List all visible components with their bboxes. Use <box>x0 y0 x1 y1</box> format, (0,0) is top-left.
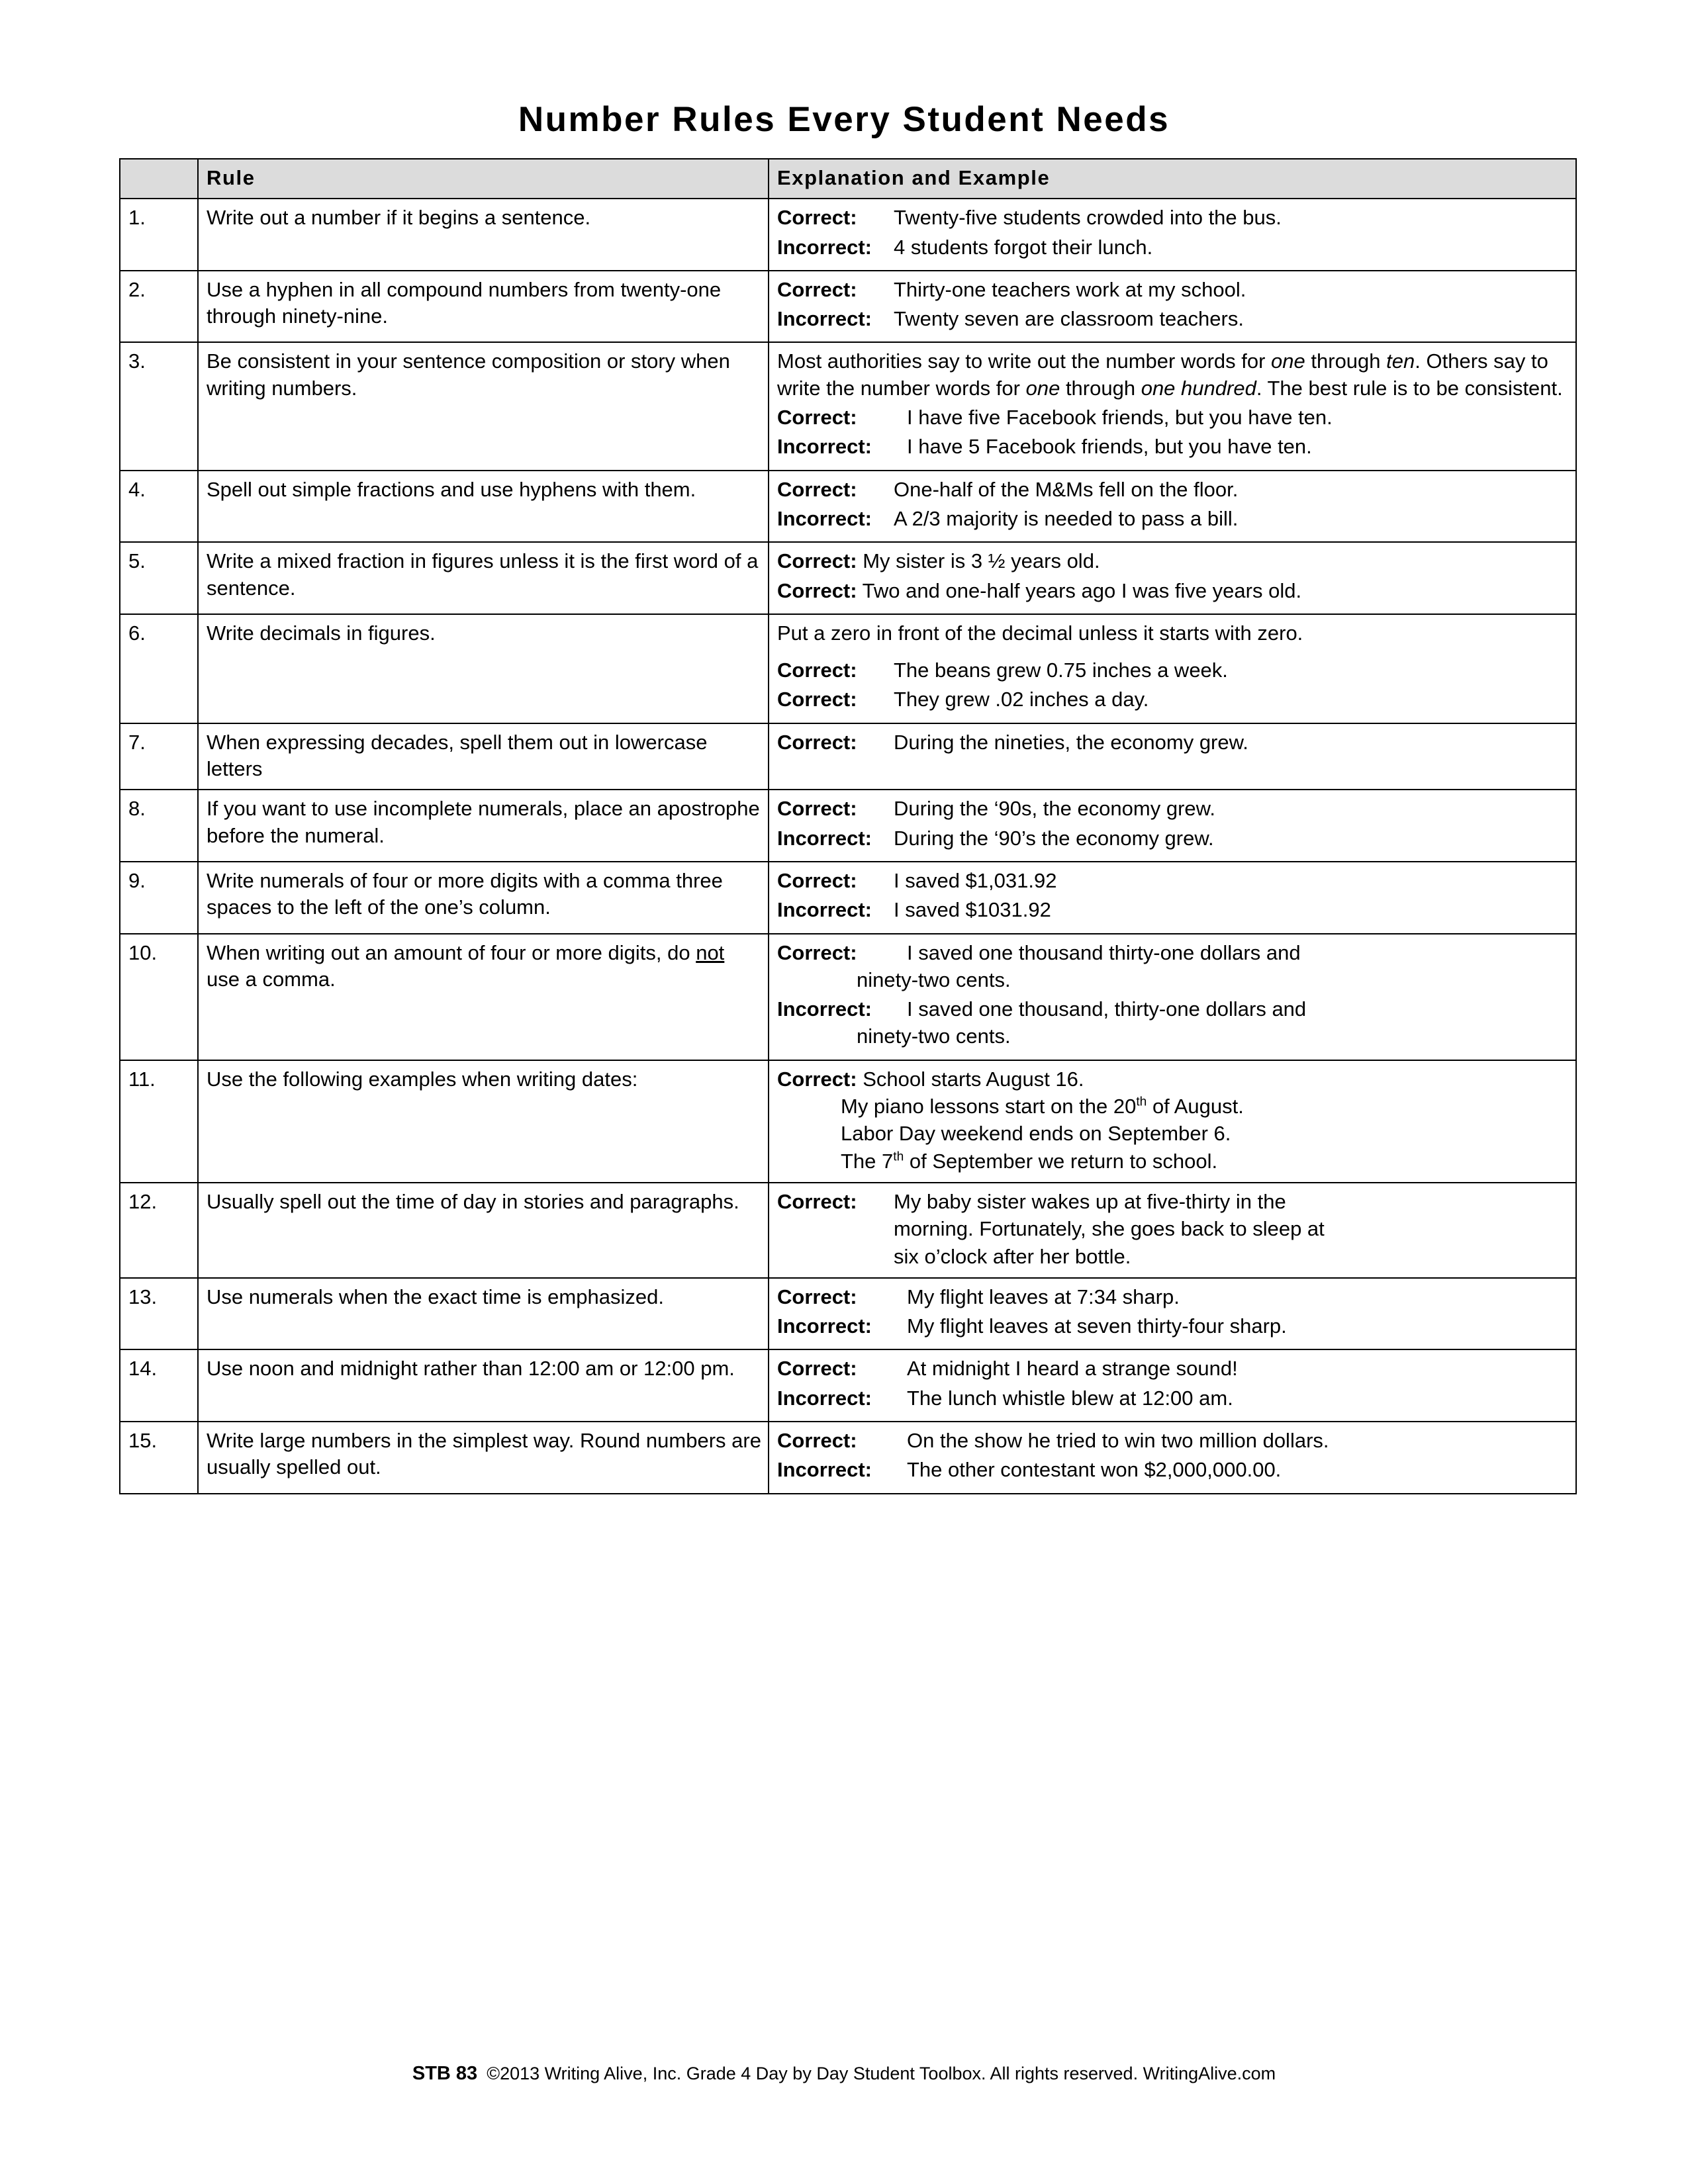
example-text: I saved $1,031.92 <box>894 868 1057 892</box>
incorrect-label: Incorrect: <box>777 235 872 259</box>
example-line <box>777 1189 1569 1215</box>
example-line <box>777 825 1569 852</box>
table-row <box>120 1060 1576 1183</box>
example-text: One-half of the M&Ms fell on the floor. <box>894 477 1239 501</box>
example-text: My flight leaves at seven thirty-four sharp. <box>907 1314 1287 1338</box>
table-row <box>120 790 1576 862</box>
example-line-continued <box>777 1093 1569 1120</box>
footer-copyright: ©2013 Writing Alive, Inc. Grade 4 Day by Day Student Toolbox. All rights reserved. WritingAlive.com <box>487 2064 1276 2083</box>
explanation-cell <box>769 1422 1576 1494</box>
rule-text: When expressing decades, spell them out in lowercase letters <box>198 723 769 790</box>
example-text: A 2/3 majority is needed to pass a bill. <box>894 506 1239 530</box>
example-line-continued: six o’clock after her bottle. <box>894 1244 1131 1268</box>
correct-label: Correct: <box>777 1189 857 1213</box>
explanation-cell <box>769 1278 1576 1350</box>
correct-label: Correct: <box>777 1357 857 1381</box>
rule-text: Use a hyphen in all compound numbers from twenty-one through ninety-nine. <box>198 271 769 343</box>
row-number: 3. <box>120 342 198 470</box>
example-text: of August. <box>1147 1095 1244 1118</box>
example-line <box>777 477 1569 503</box>
example-text: I have 5 Facebook friends, but you have ten. <box>907 435 1312 459</box>
explanation-cell <box>769 934 1576 1060</box>
explanation-cell <box>769 271 1576 343</box>
incorrect-label: Incorrect: <box>777 1314 872 1338</box>
table-row <box>120 1422 1576 1494</box>
row-number: 4. <box>120 471 198 543</box>
example-line <box>777 897 1569 923</box>
explanation-cell <box>769 790 1576 862</box>
example-text: Two and one-half years ago I was five years old. <box>862 578 1302 602</box>
example-text: At midnight I heard a strange sound! <box>907 1357 1238 1381</box>
explanation-cell <box>769 542 1576 614</box>
incorrect-label: Incorrect: <box>777 1386 872 1410</box>
example-text: During the ‘90s, the economy grew. <box>894 797 1215 821</box>
rule-text-post: use a comma. <box>207 967 336 991</box>
example-text: Thirty-one teachers work at my school. <box>894 277 1246 301</box>
example-line <box>777 868 1569 894</box>
table-body <box>120 199 1576 1493</box>
incorrect-label: Incorrect: <box>777 435 872 459</box>
correct-label: Correct: <box>777 206 857 230</box>
row-number: 13. <box>120 1278 198 1350</box>
table-header <box>120 159 1576 199</box>
example-line-continued: ninety-two cents. <box>857 968 1011 991</box>
correct-label: Correct: <box>777 730 857 754</box>
explanation-cell <box>769 1183 1576 1278</box>
correct-label: Correct: <box>777 549 857 573</box>
example-line <box>777 306 1569 332</box>
example-line-continued <box>777 1148 1569 1175</box>
example-line <box>777 277 1569 303</box>
row-number: 7. <box>120 723 198 790</box>
example-text: I saved one thousand, thirty-one dollars and <box>907 997 1307 1021</box>
rule-text: Write a mixed fraction in figures unless it is the first word of a sentence. <box>198 542 769 614</box>
row-number: 1. <box>120 199 198 271</box>
example-line <box>777 548 1569 574</box>
column-header-rule: Rule <box>198 159 769 199</box>
correct-label: Correct: <box>777 797 857 821</box>
explanation-cell <box>769 614 1576 723</box>
example-line <box>777 657 1569 684</box>
column-header-number <box>120 159 198 199</box>
column-header-explanation: Explanation and Example <box>769 159 1576 199</box>
explanation-cell <box>769 862 1576 934</box>
table-row <box>120 471 1576 543</box>
rule-text: Use the following examples when writing dates: <box>198 1060 769 1183</box>
incorrect-label: Incorrect: <box>777 997 872 1021</box>
rule-text: Usually spell out the time of day in stories and paragraphs. <box>198 1183 769 1278</box>
example-line <box>777 1457 1569 1483</box>
table-row <box>120 199 1576 271</box>
row-number: 8. <box>120 790 198 862</box>
correct-label: Correct: <box>777 578 857 602</box>
incorrect-label: Incorrect: <box>777 1458 872 1482</box>
correct-label: Correct: <box>777 868 857 892</box>
example-line <box>777 1066 1569 1093</box>
correct-label: Correct: <box>777 940 857 964</box>
rule-text: Use noon and midnight rather than 12:00 am or 12:00 pm. <box>198 1349 769 1422</box>
example-line <box>777 1385 1569 1412</box>
example-text: My flight leaves at 7:34 sharp. <box>907 1285 1180 1308</box>
example-line <box>777 996 1569 1023</box>
incorrect-label: Incorrect: <box>777 307 872 331</box>
explanation-cell <box>769 723 1576 790</box>
footer-code: STB 83 <box>412 2063 478 2084</box>
example-text: The 7 <box>841 1149 894 1173</box>
correct-label: Correct: <box>777 277 857 301</box>
rule-text: Write large numbers in the simplest way. Round numbers are usually spelled out. <box>198 1422 769 1494</box>
correct-label: Correct: <box>777 1428 857 1452</box>
row-number: 14. <box>120 1349 198 1422</box>
explanation-cell <box>769 1060 1576 1183</box>
example-line <box>777 234 1569 261</box>
rule-text: Write decimals in figures. <box>198 614 769 723</box>
table-row <box>120 1278 1576 1350</box>
rule-text-emphasis: not <box>696 940 725 964</box>
row-number: 9. <box>120 862 198 934</box>
example-text: They grew .02 inches a day. <box>894 688 1149 711</box>
page-title: Number Rules Every Student Needs <box>518 100 1170 139</box>
correct-label: Correct: <box>777 1067 857 1091</box>
example-text: My piano lessons start on the 20 <box>841 1095 1137 1118</box>
explanation-intro: Put a zero in front of the decimal unless it starts with zero. <box>777 621 1303 645</box>
example-text: During the ‘90’s the economy grew. <box>894 826 1214 850</box>
example-line <box>777 506 1569 532</box>
row-number: 2. <box>120 271 198 343</box>
example-line <box>777 578 1569 604</box>
explanation-cell <box>769 1349 1576 1422</box>
example-text: My baby sister wakes up at five-thirty in the <box>894 1189 1286 1213</box>
correct-label: Correct: <box>777 688 857 711</box>
rule-text <box>198 934 769 1060</box>
example-line-continued: ninety-two cents. <box>857 1024 1011 1048</box>
example-line <box>777 796 1569 822</box>
rule-text: Write numerals of four or more digits with a comma three spaces to the left of the one’s column. <box>198 862 769 934</box>
example-text: During the nineties, the economy grew. <box>894 730 1248 754</box>
example-line-continued: Labor Day weekend ends on September 6. <box>841 1122 1231 1146</box>
example-line <box>777 1355 1569 1382</box>
row-number: 11. <box>120 1060 198 1183</box>
explanation-intro: Most authorities say to write out the number words for one through ten. Others say to write the number words for one through one hundred. The best rule is to be consistent. <box>777 349 1563 400</box>
row-number: 5. <box>120 542 198 614</box>
example-line <box>777 404 1569 431</box>
table-row <box>120 862 1576 934</box>
example-line <box>777 205 1569 231</box>
example-text: On the show he tried to win two million dollars. <box>907 1428 1329 1452</box>
table-row <box>120 723 1576 790</box>
example-text: Twenty-five students crowded into the bus. <box>894 206 1282 230</box>
example-text: I saved $1031.92 <box>894 898 1051 922</box>
table-row <box>120 1183 1576 1278</box>
example-line <box>777 433 1569 460</box>
example-line-continued: morning. Fortunately, she goes back to sleep at <box>894 1217 1325 1241</box>
table-row <box>120 271 1576 343</box>
table-row <box>120 614 1576 723</box>
table-row <box>120 342 1576 470</box>
correct-label: Correct: <box>777 477 857 501</box>
explanation-cell <box>769 471 1576 543</box>
explanation-cell <box>769 342 1576 470</box>
correct-label: Correct: <box>777 659 857 682</box>
ordinal-suffix: th <box>1136 1095 1147 1109</box>
example-text: The beans grew 0.75 inches a week. <box>894 659 1228 682</box>
row-number: 12. <box>120 1183 198 1278</box>
example-line <box>777 686 1569 713</box>
example-text: I have five Facebook friends, but you have ten. <box>907 406 1333 430</box>
row-number: 6. <box>120 614 198 723</box>
example-line <box>777 1313 1569 1340</box>
rule-text: Use numerals when the exact time is emphasized. <box>198 1278 769 1350</box>
example-text: The lunch whistle blew at 12:00 am. <box>907 1386 1233 1410</box>
incorrect-label: Incorrect: <box>777 506 872 530</box>
example-line <box>777 940 1569 966</box>
correct-label: Correct: <box>777 1285 857 1308</box>
rule-text: Spell out simple fractions and use hyphens with them. <box>198 471 769 543</box>
example-text: of September we return to school. <box>904 1149 1218 1173</box>
rule-text: Write out a number if it begins a sentence. <box>198 199 769 271</box>
page-footer <box>0 2063 1688 2085</box>
example-text: 4 students forgot their lunch. <box>894 235 1153 259</box>
example-text: I saved one thousand thirty-one dollars and <box>907 940 1301 964</box>
rule-text: If you want to use incomplete numerals, place an apostrophe before the numeral. <box>198 790 769 862</box>
number-rules-table <box>119 158 1577 1494</box>
table-row <box>120 1349 1576 1422</box>
example-text: Twenty seven are classroom teachers. <box>894 307 1244 331</box>
example-text: The other contestant won $2,000,000.00. <box>907 1458 1282 1482</box>
rule-text: Be consistent in your sentence composition or story when writing numbers. <box>198 342 769 470</box>
row-number: 10. <box>120 934 198 1060</box>
incorrect-label: Incorrect: <box>777 898 872 922</box>
incorrect-label: Incorrect: <box>777 826 872 850</box>
table-row <box>120 542 1576 614</box>
correct-label: Correct: <box>777 406 857 430</box>
table-row <box>120 934 1576 1060</box>
explanation-cell <box>769 199 1576 271</box>
rule-text-pre: When writing out an amount of four or more digits, do <box>207 940 696 964</box>
example-text: School starts August 16. <box>863 1067 1084 1091</box>
example-line <box>777 1284 1569 1310</box>
example-line <box>777 729 1569 756</box>
example-line <box>777 1428 1569 1454</box>
ordinal-suffix: th <box>893 1150 904 1164</box>
example-text: My sister is 3 ½ years old. <box>863 549 1100 573</box>
row-number: 15. <box>120 1422 198 1494</box>
